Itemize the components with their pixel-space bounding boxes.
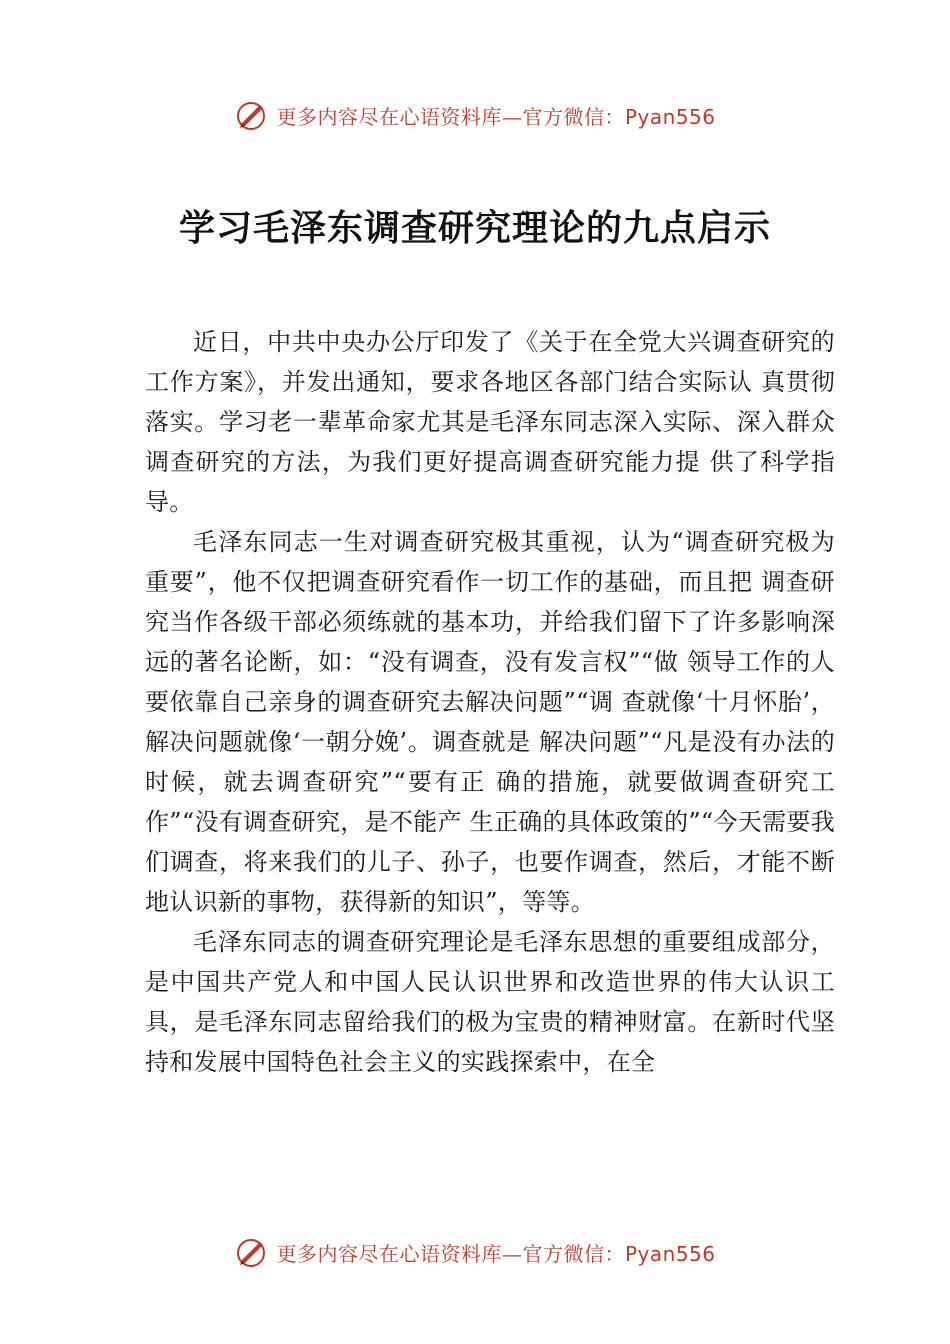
header-watermark (0, 95, 950, 135)
wechat-id: Pyan556 (624, 104, 716, 129)
pen-logo-icon (234, 97, 270, 133)
paragraph-3: 毛泽东同志的调查研究理论是毛泽东思想的重要组成部分，是中国共产党人和中国人民认识世界和改造世界的伟大认识工具，是毛泽东同志留给我们的极为宝贵的精神财富。在新时代坚持和发展中国特色社会主义的实践探索中，在全 (145, 928, 835, 1076)
wechat-id: Pyan556 (624, 1241, 716, 1266)
watermark-text: 更多内容尽在心语资料库—官方微信： (276, 1241, 625, 1266)
document-body (145, 322, 835, 1082)
document-title: 学习毛泽东调查研究理论的九点启示 (178, 208, 771, 249)
paragraph-1: 近日，中共中央办公厅印发了《关于在全党大兴调查研究的工作方案》，并发出通知，要求各地区各部门结合实际认 真贯彻落实。学习老一辈革命家尤其是毛泽东同志深入实际、深入群众调查研究的方法，为我们更好提高调查研究能力提 供了科学指导。 (145, 328, 835, 516)
pen-logo-icon (234, 1234, 270, 1270)
footer-watermark (0, 1232, 950, 1272)
paragraph-2: 毛泽东同志一生对调查研究极其重视，认为“调查研究极为重要”，他不仅把调查研究看作一切工作的基础，而且把 调查研究当作各级干部必须练就的基本功，并给我们留下了许多影响深远的著名论断，如：“没有调查，没有发言权”“做 领导工作的人要依靠自己亲身的调查研究去解决问题”“调 查就像‘十月怀胎’，解决问题就像‘一朝分娩’。调查就是 解决问题”“凡是没有办法的时候，就去调查研究”“要有正 确的措施，就要做调查研究工作”“没有调查研究，是不能产 生正确的具体政策的”“今天需要我们调查，将来我们的儿子、孙子，也要作调查，然后，才能不断地认识新的事物，获得新的知识”，等等。 (145, 528, 836, 916)
watermark-text: 更多内容尽在心语资料库—官方微信： (276, 104, 625, 129)
